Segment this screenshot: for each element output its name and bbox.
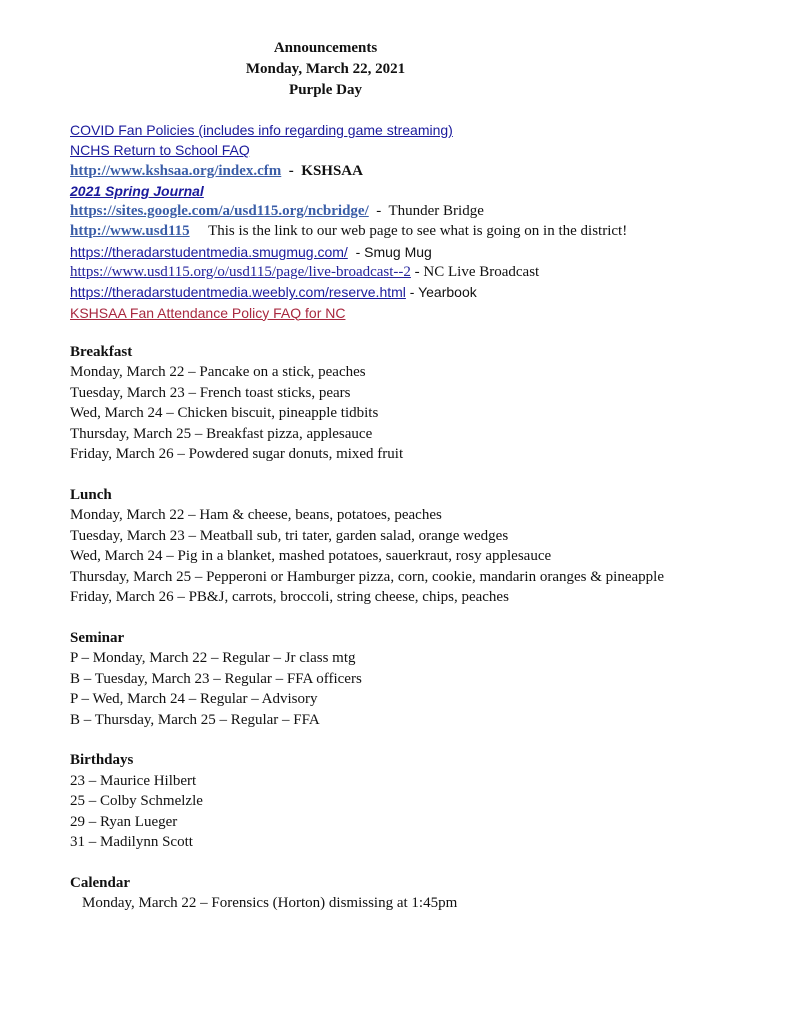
breakfast-section — [70, 342, 750, 465]
link-row — [70, 303, 750, 323]
link-description: This is the link to our web page to see what is going on in the district! — [189, 223, 628, 240]
birthday-item: 31 – Madilynn Scott — [70, 834, 193, 851]
seminar-item: B – Tuesday, March 23 – Regular – FFA officers — [70, 670, 362, 687]
link-row — [70, 201, 750, 221]
link-row — [70, 221, 750, 241]
return-to-school-faq-link[interactable]: NCHS Return to School FAQ — [70, 142, 250, 159]
birthdays-section — [70, 750, 750, 853]
seminar-item: P – Wed, March 24 – Regular – Advisory — [70, 691, 318, 708]
birthday-item: 29 – Ryan Lueger — [70, 813, 178, 830]
link-description: - Smug Mug — [347, 243, 432, 260]
link-row — [70, 282, 750, 302]
link-row — [70, 161, 750, 181]
link-description: - Yearbook — [405, 284, 477, 301]
day-theme: Purple Day — [289, 82, 362, 98]
menu-item: Thursday, March 25 – Pepperoni or Hamburger pizza, corn, cookie, mandarin oranges & pineapple — [70, 568, 664, 585]
menu-item: Tuesday, March 23 – French toast sticks, pears — [70, 384, 351, 401]
links-list — [70, 120, 750, 323]
menu-item: Wed, March 24 – Chicken biscuit, pineapple tidbits — [70, 405, 379, 422]
section-heading: Breakfast — [70, 343, 133, 360]
section-heading: Calendar — [70, 874, 130, 891]
yearbook-link[interactable]: https://theradarstudentmedia.weebly.com/reserve.html — [70, 284, 406, 301]
link-row — [70, 140, 750, 160]
page-date: Monday, March 22, 2021 — [245, 61, 406, 77]
seminar-section — [70, 628, 750, 731]
menu-item: Friday, March 26 – PB&J, carrots, broccoli, string cheese, chips, peaches — [70, 589, 509, 606]
usd115-link[interactable]: http://www.usd115 — [70, 223, 190, 240]
smugmug-link[interactable]: https://theradarstudentmedia.smugmug.com/ — [70, 243, 348, 260]
live-broadcast-link[interactable]: https://www.usd115.org/o/usd115/page/live-broadcast--2 — [70, 264, 411, 281]
link-row — [70, 181, 750, 201]
fan-attendance-policy-link[interactable]: KSHSAA Fan Attendance Policy FAQ for NC — [70, 304, 346, 321]
thunder-bridge-link[interactable]: https://sites.google.com/a/usd115.org/ncbridge/ — [70, 203, 369, 220]
section-heading: Birthdays — [70, 752, 134, 769]
menu-item: Wed, March 24 – Pig in a blanket, mashed potatoes, sauerkraut, rosy applesauce — [70, 548, 552, 565]
menu-item: Thursday, March 25 – Breakfast pizza, applesauce — [70, 425, 373, 442]
covid-fan-policies-link[interactable]: COVID Fan Policies (includes info regarding game streaming) — [70, 122, 453, 138]
link-description: - NC Live Broadcast — [410, 264, 540, 281]
section-heading: Seminar — [70, 629, 125, 646]
page-title: Announcements — [273, 40, 378, 56]
link-description: - KSHSAA — [281, 162, 363, 179]
link-row — [70, 262, 750, 282]
birthday-item: 25 – Colby Schmelzle — [70, 793, 203, 810]
menu-item: Tuesday, March 23 – Meatball sub, tri tater, garden salad, orange wedges — [70, 527, 509, 544]
link-description: - Thunder Bridge — [368, 203, 484, 220]
lunch-section — [70, 485, 750, 608]
document-body — [70, 120, 750, 914]
seminar-item: P – Monday, March 22 – Regular – Jr class mtg — [70, 650, 356, 667]
link-row — [70, 120, 750, 140]
menu-item: Monday, March 22 – Pancake on a stick, peaches — [70, 364, 366, 381]
calendar-section — [70, 873, 750, 914]
kshsaa-link[interactable]: http://www.kshsaa.org/index.cfm — [70, 162, 282, 179]
birthday-item: 23 – Maurice Hilbert — [70, 772, 197, 789]
calendar-item: Monday, March 22 – Forensics (Horton) dismissing at 1:45pm — [82, 895, 458, 912]
spring-journal-link[interactable]: 2021 Spring Journal — [70, 182, 204, 199]
link-row — [70, 242, 750, 262]
seminar-item: B – Thursday, March 25 – Regular – FFA — [70, 711, 320, 728]
menu-item: Friday, March 26 – Powdered sugar donuts, mixed fruit — [70, 446, 404, 463]
menu-item: Monday, March 22 – Ham & cheese, beans, potatoes, peaches — [70, 507, 442, 524]
section-heading: Lunch — [70, 486, 112, 503]
